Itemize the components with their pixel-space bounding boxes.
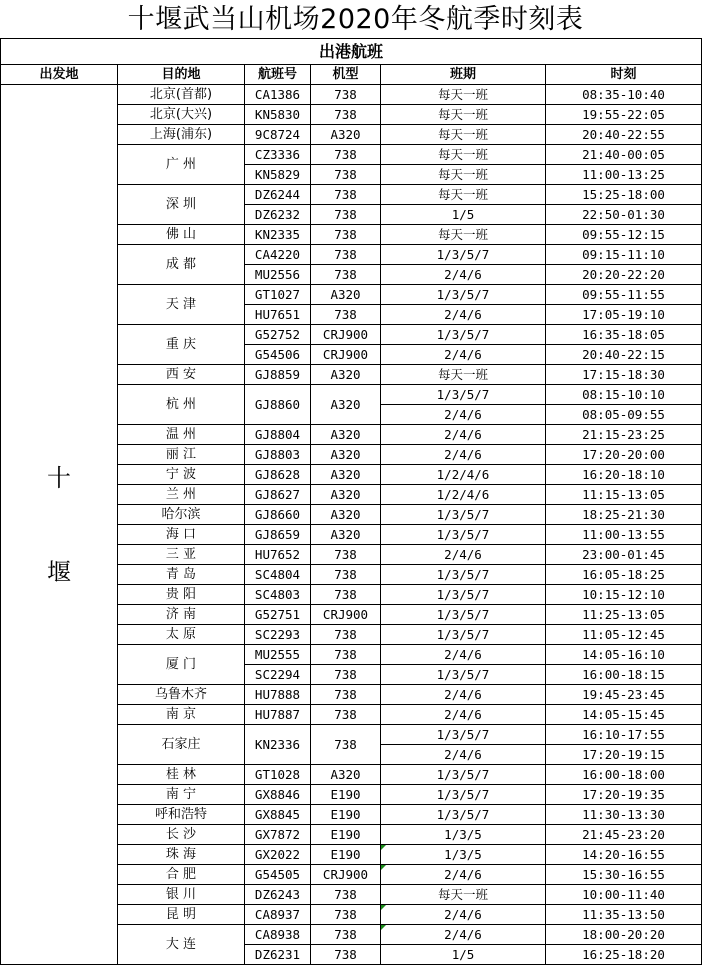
section-header-row — [1, 39, 702, 65]
departure-time-cell: 09:55-11:55 — [546, 285, 702, 305]
aircraft-type-cell: E190 — [311, 845, 381, 865]
schedule-days-cell: 1/3/5/7 — [381, 765, 546, 785]
destination-cell: 北京(首都) — [118, 85, 245, 105]
flight-number-cell: 9C8724 — [245, 125, 311, 145]
origin-cell — [1, 85, 118, 965]
departure-time-cell: 09:55-12:15 — [546, 225, 702, 245]
flight-number-cell: G52752 — [245, 325, 311, 345]
flight-number-cell: HU7652 — [245, 545, 311, 565]
schedule-days-cell: 1/2/4/6 — [381, 485, 546, 505]
flight-number-cell: G54505 — [245, 865, 311, 885]
flight-number-cell: SC4803 — [245, 585, 311, 605]
schedule-days-cell: 1/3/5/7 — [381, 385, 546, 405]
departure-time-cell: 11:05-12:45 — [546, 625, 702, 645]
departure-time-cell: 17:05-19:10 — [546, 305, 702, 325]
flight-number-cell: SC2293 — [245, 625, 311, 645]
flight-number-cell: GX8846 — [245, 785, 311, 805]
flight-number-cell: KN2336 — [245, 725, 311, 765]
schedule-days-cell: 每天一班 — [381, 365, 546, 385]
aircraft-type-cell: 738 — [311, 585, 381, 605]
flight-number-cell: G52751 — [245, 605, 311, 625]
schedule-days-cell: 2/4/6 — [381, 705, 546, 725]
schedule-days-cell: 1/3/5/7 — [381, 565, 546, 585]
destination-cell: 重 庆 — [118, 325, 245, 365]
departure-time-cell: 23:00-01:45 — [546, 545, 702, 565]
schedule-days-cell: 1/3/5/7 — [381, 285, 546, 305]
flight-number-cell: GJ8860 — [245, 385, 311, 425]
aircraft-type-cell: A320 — [311, 385, 381, 425]
destination-cell: 呼和浩特 — [118, 805, 245, 825]
aircraft-type-cell: 738 — [311, 245, 381, 265]
destination-cell: 西 安 — [118, 365, 245, 385]
flight-number-cell: SC4804 — [245, 565, 311, 585]
aircraft-type-cell: 738 — [311, 665, 381, 685]
flight-number-cell: KN2335 — [245, 225, 311, 245]
aircraft-type-cell: 738 — [311, 305, 381, 325]
aircraft-type-cell: A320 — [311, 285, 381, 305]
aircraft-type-cell: 738 — [311, 265, 381, 285]
destination-cell: 大 连 — [118, 925, 245, 965]
flight-number-cell: CA1386 — [245, 85, 311, 105]
departure-time-cell: 20:40-22:55 — [546, 125, 702, 145]
destination-cell: 银 川 — [118, 885, 245, 905]
aircraft-type-cell: 738 — [311, 645, 381, 665]
flight-number-cell: GX8845 — [245, 805, 311, 825]
departure-time-cell: 15:25-18:00 — [546, 185, 702, 205]
flight-number-cell: GT1028 — [245, 765, 311, 785]
aircraft-type-cell: 738 — [311, 945, 381, 965]
aircraft-type-cell: A320 — [311, 485, 381, 505]
departure-time-cell: 16:10-17:55 — [546, 725, 702, 745]
flight-number-cell: CA8938 — [245, 925, 311, 945]
schedule-days-cell: 1/5 — [381, 945, 546, 965]
schedule-days-cell: 1/3/5/7 — [381, 505, 546, 525]
schedule-days-cell: 2/4/6 — [381, 865, 546, 885]
destination-cell: 佛 山 — [118, 225, 245, 245]
flight-number-cell: HU7651 — [245, 305, 311, 325]
flight-number-cell: CZ3336 — [245, 145, 311, 165]
destination-cell: 成 都 — [118, 245, 245, 285]
schedule-days-cell: 2/4/6 — [381, 425, 546, 445]
departure-time-cell: 17:20-19:35 — [546, 785, 702, 805]
destination-cell: 温 州 — [118, 425, 245, 445]
destination-cell: 济 南 — [118, 605, 245, 625]
flight-number-cell: GJ8859 — [245, 365, 311, 385]
destination-cell: 珠 海 — [118, 845, 245, 865]
schedule-days-cell: 2/4/6 — [381, 905, 546, 925]
aircraft-type-cell: A320 — [311, 125, 381, 145]
col-header-aircraft: 机型 — [311, 65, 381, 85]
schedule-days-cell: 1/3/5 — [381, 845, 546, 865]
aircraft-type-cell: 738 — [311, 205, 381, 225]
flight-number-cell: GJ8803 — [245, 445, 311, 465]
schedule-days-cell: 每天一班 — [381, 105, 546, 125]
schedule-days-cell: 每天一班 — [381, 225, 546, 245]
flight-number-cell: GJ8659 — [245, 525, 311, 545]
departure-time-cell: 16:25-18:20 — [546, 945, 702, 965]
departure-time-cell: 09:15-11:10 — [546, 245, 702, 265]
departure-time-cell: 14:20-16:55 — [546, 845, 702, 865]
schedule-days-cell: 1/5 — [381, 205, 546, 225]
schedule-days-cell: 2/4/6 — [381, 925, 546, 945]
flight-number-cell: MU2556 — [245, 265, 311, 285]
flight-number-cell: DZ6232 — [245, 205, 311, 225]
schedule-days-cell: 每天一班 — [381, 885, 546, 905]
section-title: 出港航班 — [1, 39, 702, 65]
flight-number-cell: GJ8660 — [245, 505, 311, 525]
schedule-days-cell: 2/4/6 — [381, 545, 546, 565]
col-header-time: 时刻 — [546, 65, 702, 85]
departure-time-cell: 20:20-22:20 — [546, 265, 702, 285]
destination-cell: 丽 江 — [118, 445, 245, 465]
flight-number-cell: KN5829 — [245, 165, 311, 185]
destination-cell: 贵 阳 — [118, 585, 245, 605]
departure-time-cell: 14:05-16:10 — [546, 645, 702, 665]
flight-number-cell: CA8937 — [245, 905, 311, 925]
aircraft-type-cell: 738 — [311, 725, 381, 765]
destination-cell: 上海(浦东) — [118, 125, 245, 145]
aircraft-type-cell: 738 — [311, 565, 381, 585]
col-header-dest: 目的地 — [118, 65, 245, 85]
departure-time-cell: 11:25-13:05 — [546, 605, 702, 625]
schedule-days-cell: 2/4/6 — [381, 685, 546, 705]
departure-time-cell: 16:20-18:10 — [546, 465, 702, 485]
departure-time-cell: 20:40-22:15 — [546, 345, 702, 365]
departure-time-cell: 21:40-00:05 — [546, 145, 702, 165]
schedule-days-cell: 1/3/5/7 — [381, 625, 546, 645]
destination-cell: 桂 林 — [118, 765, 245, 785]
schedule-days-cell: 2/4/6 — [381, 345, 546, 365]
flight-number-cell: DZ6243 — [245, 885, 311, 905]
aircraft-type-cell: CRJ900 — [311, 865, 381, 885]
departure-time-cell: 08:15-10:10 — [546, 385, 702, 405]
flight-number-cell: GT1027 — [245, 285, 311, 305]
schedule-days-cell: 2/4/6 — [381, 745, 546, 765]
schedule-days-cell: 1/3/5/7 — [381, 525, 546, 545]
destination-cell: 青 岛 — [118, 565, 245, 585]
aircraft-type-cell: 738 — [311, 545, 381, 565]
table-row — [1, 85, 702, 105]
aircraft-type-cell: A320 — [311, 445, 381, 465]
departure-time-cell: 10:00-11:40 — [546, 885, 702, 905]
destination-cell: 兰 州 — [118, 485, 245, 505]
schedule-days-cell: 2/4/6 — [381, 305, 546, 325]
destination-cell: 昆 明 — [118, 905, 245, 925]
aircraft-type-cell: E190 — [311, 805, 381, 825]
flight-number-cell: KN5830 — [245, 105, 311, 125]
destination-cell: 乌鲁木齐 — [118, 685, 245, 705]
flight-number-cell: DZ6244 — [245, 185, 311, 205]
destination-cell: 深 圳 — [118, 185, 245, 225]
col-header-days: 班期 — [381, 65, 546, 85]
destination-cell: 海 口 — [118, 525, 245, 545]
column-header-row — [1, 65, 702, 85]
schedule-days-cell: 每天一班 — [381, 145, 546, 165]
departure-time-cell: 17:20-19:15 — [546, 745, 702, 765]
departure-time-cell: 21:45-23:20 — [546, 825, 702, 845]
departure-time-cell: 11:00-13:25 — [546, 165, 702, 185]
schedule-days-cell: 每天一班 — [381, 125, 546, 145]
schedule-days-cell: 1/3/5/7 — [381, 725, 546, 745]
destination-cell: 南 宁 — [118, 785, 245, 805]
destination-cell: 南 京 — [118, 705, 245, 725]
departure-time-cell: 16:00-18:00 — [546, 765, 702, 785]
aircraft-type-cell: 738 — [311, 185, 381, 205]
departure-time-cell: 11:35-13:50 — [546, 905, 702, 925]
aircraft-type-cell: A320 — [311, 525, 381, 545]
departure-time-cell: 15:30-16:55 — [546, 865, 702, 885]
destination-cell: 石家庄 — [118, 725, 245, 765]
departure-time-cell: 08:35-10:40 — [546, 85, 702, 105]
aircraft-type-cell: 738 — [311, 225, 381, 245]
aircraft-type-cell: CRJ900 — [311, 605, 381, 625]
departure-time-cell: 14:05-15:45 — [546, 705, 702, 725]
departure-time-cell: 11:30-13:30 — [546, 805, 702, 825]
origin-char: 堰 — [47, 557, 71, 586]
aircraft-type-cell: 738 — [311, 685, 381, 705]
departure-time-cell: 16:35-18:05 — [546, 325, 702, 345]
destination-cell: 广 州 — [118, 145, 245, 185]
destination-cell: 长 沙 — [118, 825, 245, 845]
schedule-days-cell: 2/4/6 — [381, 645, 546, 665]
flight-number-cell: GJ8628 — [245, 465, 311, 485]
departure-time-cell: 21:15-23:25 — [546, 425, 702, 445]
schedule-days-cell: 1/3/5/7 — [381, 585, 546, 605]
departure-time-cell: 18:00-20:20 — [546, 925, 702, 945]
destination-cell: 太 原 — [118, 625, 245, 645]
aircraft-type-cell: CRJ900 — [311, 325, 381, 345]
departure-time-cell: 10:15-12:10 — [546, 585, 702, 605]
aircraft-type-cell: A320 — [311, 505, 381, 525]
destination-cell: 哈尔滨 — [118, 505, 245, 525]
flight-number-cell: DZ6231 — [245, 945, 311, 965]
departure-time-cell: 11:00-13:55 — [546, 525, 702, 545]
aircraft-type-cell: 738 — [311, 165, 381, 185]
flight-number-cell: MU2555 — [245, 645, 311, 665]
aircraft-type-cell: 738 — [311, 625, 381, 645]
flight-number-cell: GX7872 — [245, 825, 311, 845]
col-header-origin: 出发地 — [1, 65, 118, 85]
aircraft-type-cell: E190 — [311, 825, 381, 845]
destination-cell: 宁 波 — [118, 465, 245, 485]
schedule-table — [0, 38, 702, 965]
aircraft-type-cell: CRJ900 — [311, 345, 381, 365]
schedule-days-cell: 1/3/5/7 — [381, 805, 546, 825]
flight-number-cell: HU7888 — [245, 685, 311, 705]
departure-time-cell: 16:00-18:15 — [546, 665, 702, 685]
schedule-days-cell: 2/4/6 — [381, 445, 546, 465]
flight-number-cell: CA4220 — [245, 245, 311, 265]
aircraft-type-cell: 738 — [311, 905, 381, 925]
flight-number-cell: GJ8804 — [245, 425, 311, 445]
aircraft-type-cell: A320 — [311, 365, 381, 385]
col-header-flight: 航班号 — [245, 65, 311, 85]
aircraft-type-cell: E190 — [311, 785, 381, 805]
destination-cell: 合 肥 — [118, 865, 245, 885]
flight-number-cell: GJ8627 — [245, 485, 311, 505]
departure-time-cell: 17:15-18:30 — [546, 365, 702, 385]
departure-time-cell: 08:05-09:55 — [546, 405, 702, 425]
destination-cell: 北京(大兴) — [118, 105, 245, 125]
schedule-days-cell: 2/4/6 — [381, 405, 546, 425]
aircraft-type-cell: A320 — [311, 425, 381, 445]
departure-time-cell: 16:05-18:25 — [546, 565, 702, 585]
flight-number-cell: G54506 — [245, 345, 311, 365]
schedule-days-cell: 1/3/5/7 — [381, 605, 546, 625]
schedule-days-cell: 1/2/4/6 — [381, 465, 546, 485]
destination-cell: 杭 州 — [118, 385, 245, 425]
aircraft-type-cell: A320 — [311, 465, 381, 485]
schedule-days-cell: 1/3/5/7 — [381, 245, 546, 265]
schedule-days-cell: 1/3/5/7 — [381, 665, 546, 685]
departure-time-cell: 17:20-20:00 — [546, 445, 702, 465]
schedule-days-cell: 每天一班 — [381, 185, 546, 205]
departure-time-cell: 11:15-13:05 — [546, 485, 702, 505]
departure-time-cell: 19:45-23:45 — [546, 685, 702, 705]
schedule-days-cell: 每天一班 — [381, 85, 546, 105]
schedule-days-cell: 1/3/5/7 — [381, 785, 546, 805]
schedule-days-cell: 1/3/5/7 — [381, 325, 546, 345]
page-title: 十堰武当山机场2020年冬航季时刻表 — [127, 4, 584, 35]
departure-time-cell: 22:50-01:30 — [546, 205, 702, 225]
flight-number-cell: HU7887 — [245, 705, 311, 725]
schedule-days-cell: 每天一班 — [381, 165, 546, 185]
aircraft-type-cell: 738 — [311, 885, 381, 905]
aircraft-type-cell: 738 — [311, 85, 381, 105]
aircraft-type-cell: 738 — [311, 705, 381, 725]
schedule-days-cell: 2/4/6 — [381, 265, 546, 285]
schedule-days-cell: 1/3/5 — [381, 825, 546, 845]
departure-time-cell: 19:55-22:05 — [546, 105, 702, 125]
origin-char: 十 — [47, 463, 71, 492]
destination-cell: 三 亚 — [118, 545, 245, 565]
aircraft-type-cell: 738 — [311, 145, 381, 165]
flight-number-cell: SC2294 — [245, 665, 311, 685]
departure-time-cell: 18:25-21:30 — [546, 505, 702, 525]
flight-number-cell: GX2022 — [245, 845, 311, 865]
destination-cell: 厦 门 — [118, 645, 245, 685]
aircraft-type-cell: 738 — [311, 925, 381, 945]
aircraft-type-cell: 738 — [311, 105, 381, 125]
destination-cell: 天 津 — [118, 285, 245, 325]
aircraft-type-cell: A320 — [311, 765, 381, 785]
